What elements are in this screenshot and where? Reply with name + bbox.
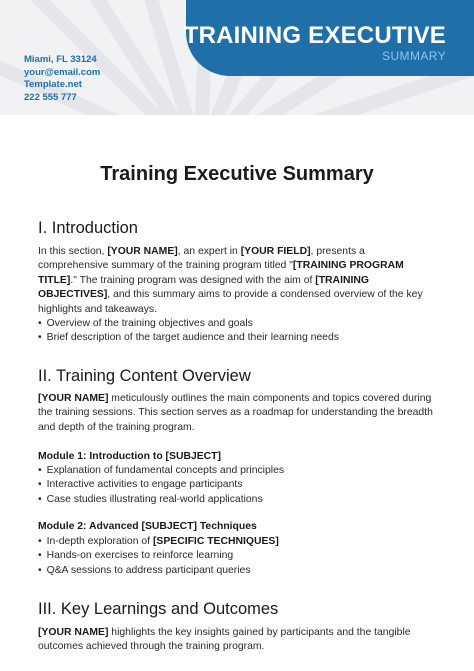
placeholder-objectives: [TRAINING OBJECTIVES]: [38, 274, 369, 301]
contact-block: [24, 54, 100, 104]
list-item: • Brief description of the target audience and their learning needs: [38, 331, 339, 345]
title-banner: [183, 0, 474, 76]
module-1-title: Module 1: Introduction to [SUBJECT]: [38, 451, 221, 462]
section-heading-introduction: I. Introduction: [38, 219, 138, 237]
letterhead: [0, 0, 474, 115]
list-item: • Q&A sessions to address participant queries: [38, 564, 279, 578]
placeholder-specific-techniques: [SPECIFIC TECHNIQUES]: [152, 536, 279, 547]
key-learnings-paragraph: [YOUR NAME] highlights the key insights gained by participants and the tangible outcomes achieved through the training program.: [38, 627, 411, 653]
list-item: • Hands-on exercises to reinforce learning: [38, 549, 279, 563]
section-heading-key-learnings: III. Key Learnings and Outcomes: [38, 600, 279, 618]
list-item: • Interactive activities to engage participants: [38, 478, 284, 492]
placeholder-your-name: [YOUR NAME]: [38, 627, 109, 638]
module-2-bullet-list: [38, 535, 279, 578]
contact-email: your@email.com: [24, 66, 101, 78]
list-item: • Overview of the training objectives and goals: [38, 317, 339, 331]
module-2-title: Module 2: Advanced [SUBJECT] Techniques: [38, 521, 257, 532]
content-overview-paragraph: [YOUR NAME] meticulously outlines the main components and topics covered during the training sessions. This section serves as a roadmap for understanding the breadth and depth of the training program.: [38, 393, 433, 433]
banner-title: TRAINING EXECUTIVE: [183, 22, 446, 49]
placeholder-your-name: [YOUR NAME]: [38, 393, 109, 404]
placeholder-program-title: [TRAINING PROGRAM TITLE]: [38, 260, 404, 286]
contact-website: Template.net: [24, 79, 82, 91]
list-item: • Explanation of fundamental concepts and principles: [38, 464, 284, 478]
placeholder-your-name: [YOUR NAME]: [107, 246, 178, 257]
introduction-bullet-list: [38, 317, 339, 346]
introduction-paragraph: In this section, [YOUR NAME], an expert in [YOUR FIELD], presents a comprehensive summary of the training program titled "[TRAINING PROGRAM TITLE]." The training program was designed with the aim of [TRAINING OBJECTIVES], and this summary aims to provide a condensed overview of the key highlights and takeaways.: [38, 246, 423, 315]
section-heading-content-overview: II. Training Content Overview: [38, 367, 251, 385]
placeholder-your-field: [YOUR FIELD]: [240, 246, 311, 257]
list-item: • In-depth exploration of [SPECIFIC TECHNIQUES]: [38, 535, 279, 549]
banner-subtitle: SUMMARY: [382, 49, 446, 63]
contact-city: Miami, FL 33124: [24, 54, 97, 65]
document-title: Training Executive Summary: [100, 163, 374, 185]
contact-phone: 222 555 777: [24, 91, 77, 103]
module-1-bullet-list: [38, 464, 284, 507]
list-item: • Case studies illustrating real-world applications: [38, 493, 284, 507]
